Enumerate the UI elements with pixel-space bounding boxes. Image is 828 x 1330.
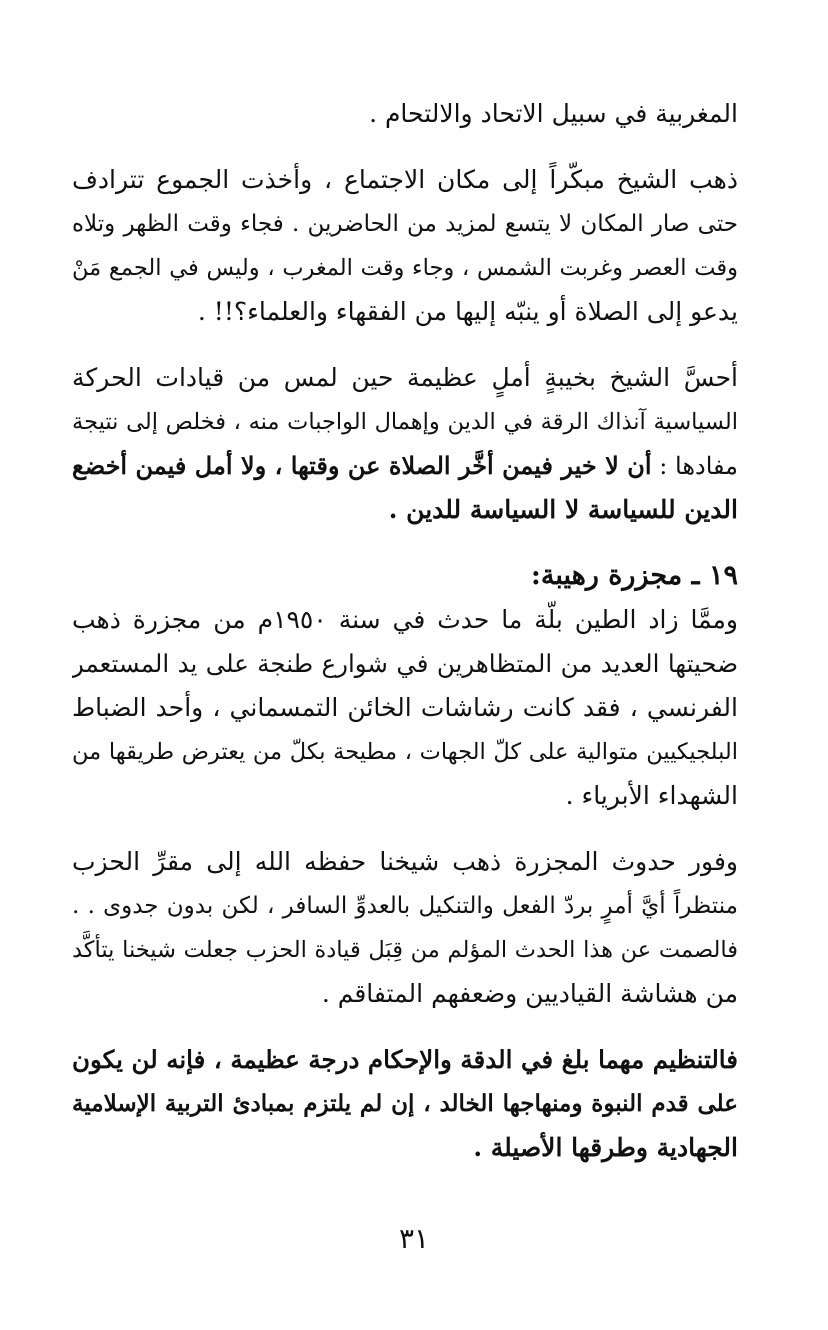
text-line: وممَّا زاد الطين بلّة ما حدث في سنة ١٩٥٠م من مجزرة ذهب [72, 605, 738, 634]
text-line: السياسية آنذاك الرقة في الدين وإهمال الواجبات منه ، فخلص إلى نتيجة [72, 409, 738, 435]
text-line: أحسَّ الشيخ بخيبةٍ أملٍ عظيمة حين لمس من قيادات الحركة [72, 363, 738, 392]
text-line: المغربية في سبيل الاتحاد والالتحام . [369, 99, 738, 128]
paragraph-6 [72, 1038, 738, 1170]
text-line: يدعو إلى الصلاة أو ينبّه إليها من الفقهاء والعلماء؟!! . [197, 297, 738, 326]
bold-text-line: الدين للسياسة لا السياسة للدين . [388, 495, 738, 524]
text-line: ضحيتها العديد من المتظاهرين في شوارع طنجة على يد المستعمر [72, 649, 738, 678]
text-line: ذهب الشيخ مبكّراً إلى مكان الاجتماع ، وأخذت الجموع تترادف [72, 165, 738, 194]
page-number: ٣١ [398, 1222, 430, 1255]
bold-run: أن لا خير فيمن أخَّر الصلاة عن وقتها ، ولا أمل فيمن أخضع [72, 451, 652, 480]
text-line: منتظراً أيَّ أمرٍ بردّ الفعل والتنكيل بالعدوِّ السافر ، لكن بدون جدوى . . [72, 893, 738, 919]
bold-text-line: الجهادية وطرقها الأصيلة . [473, 1133, 738, 1162]
paragraph-4 [72, 554, 738, 818]
paragraph-2 [72, 158, 738, 334]
section-heading: ١٩ ـ مجزرة رهيبة: [530, 560, 738, 591]
text-line: وفور حدوث المجزرة ذهب شيخنا حفظه الله إلى مقرِّ الحزب [72, 847, 738, 876]
page-body [72, 92, 738, 1192]
text-line: حتى صار المكان لا يتسع لمزيد من الحاضرين . فجاء وقت الظهر وتلاه [72, 211, 738, 237]
text-line-mixed [72, 444, 738, 488]
text-line: فالصمت عن هذا الحدث المؤلم من قِبَل قيادة الحزب جعلت شيخنا يتأكَّد [72, 937, 738, 963]
text-line: الشهداء الأبرياء . [565, 781, 738, 810]
bold-text-line: فالتنظيم مهما بلغ في الدقة والإحكام درجة عظيمة ، فإنه لن يكون [72, 1045, 738, 1074]
paragraph-5 [72, 840, 738, 1016]
paragraph-3 [72, 356, 738, 532]
bold-text-line: على قدم النبوة ومنهاجها الخالد ، إن لم يلتزم بمبادئ التربية الإسلامية [72, 1090, 738, 1117]
plain-run: مفادها : [651, 452, 738, 480]
paragraph-1 [72, 92, 738, 136]
text-line: من هشاشة القياديين وضعفهم المتفاقم . [321, 979, 738, 1008]
text-line: الفرنسي ، فقد كانت رشاشات الخائن التمسماني ، وأحد الضباط [72, 693, 738, 722]
text-line: البلجيكيين متوالية على كلّ الجهات ، مطيحة بكلّ من يعترض طريقها من [72, 739, 738, 765]
text-line: وقت العصر وغربت الشمس ، وجاء وقت المغرب ، وليس في الجمع مَنْ [72, 255, 738, 281]
